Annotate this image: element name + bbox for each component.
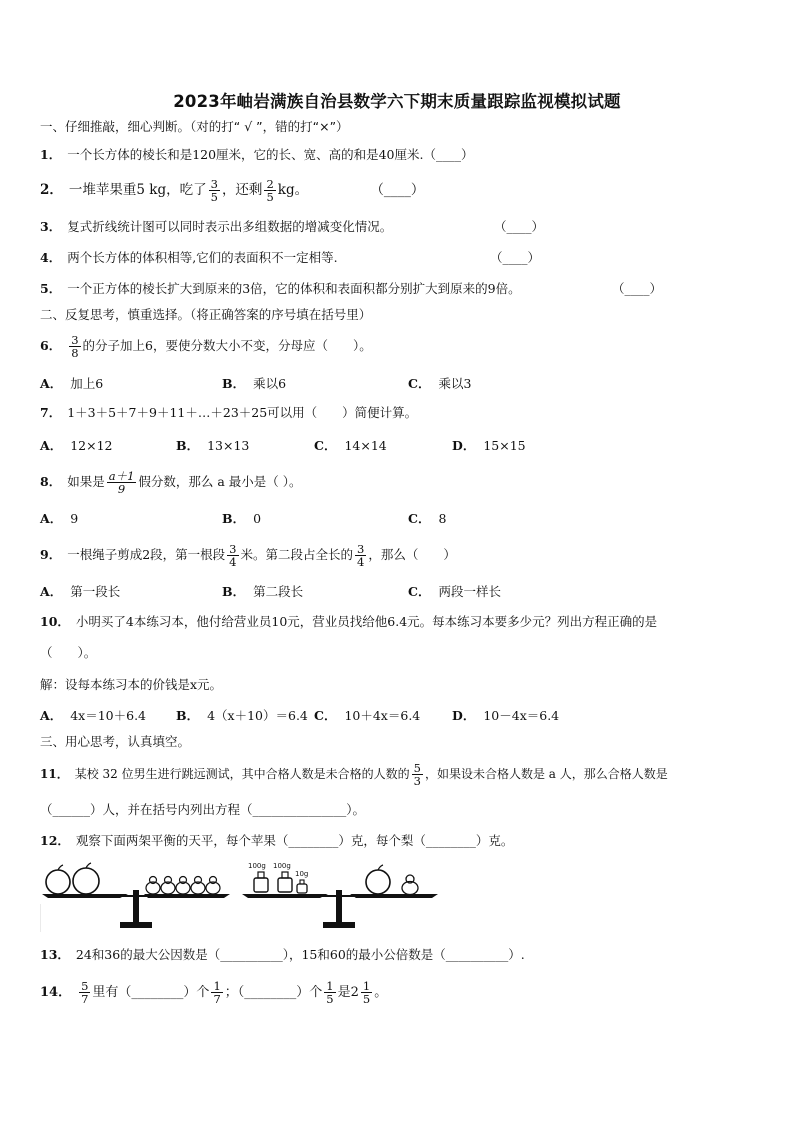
question-number: 3．: [40, 219, 62, 234]
question-8: [40, 470, 302, 495]
pear-icon: [146, 877, 160, 895]
question-text: ；（________）个: [224, 985, 323, 1000]
weight-label: 10g: [295, 870, 309, 878]
question-text: 一堆苹果重5 kg，吃了: [68, 182, 207, 198]
question-text: kg。: [277, 182, 309, 198]
question-text: 一根绳子剪成2段，第一根段: [67, 547, 226, 562]
fraction: $\frac{3}{4}$: [357, 542, 365, 569]
option-a[interactable]: A． 加上6: [40, 376, 104, 391]
question-1: [40, 146, 473, 164]
weight-label: 100g: [248, 862, 266, 870]
pear-icon: [402, 875, 418, 895]
question-number: 14．: [40, 985, 72, 1000]
fraction: $\frac{1}{5}$: [362, 979, 371, 1006]
question-number: 9．: [40, 547, 62, 562]
question-text: 是2: [337, 985, 359, 1000]
answer-blank[interactable]: （____）: [612, 281, 663, 296]
fraction: $\frac{3}{4}$: [229, 542, 237, 569]
question-number: 6．: [40, 338, 62, 353]
question-text: 。: [374, 985, 388, 1000]
weight-label: 100g: [273, 862, 291, 870]
question-number: 11．: [40, 767, 69, 781]
fraction: $\frac{2}{5}$: [266, 177, 274, 204]
option-b[interactable]: B． 乘以6: [222, 376, 287, 391]
apple-icon: [366, 865, 390, 894]
fraction: $\frac{3}{8}$: [71, 333, 79, 360]
apple-icon: [73, 863, 99, 894]
question-number: 4．: [40, 250, 62, 265]
fraction: $\frac{1}{5}$: [326, 979, 334, 1006]
balance-scale-1-image: [40, 860, 232, 932]
pear-icon: [206, 877, 220, 895]
question-7: [40, 404, 417, 422]
option-a[interactable]: A． 12×12: [40, 438, 113, 453]
option-c[interactable]: C． 8: [408, 511, 447, 526]
weight-icon: [297, 880, 307, 893]
option-b[interactable]: B． 0: [222, 511, 262, 526]
question-14: [40, 980, 387, 1005]
answer-blank[interactable]: （____）: [494, 219, 545, 234]
fraction: $\frac{1}{7}$: [213, 979, 221, 1006]
question-10: [40, 613, 657, 631]
question-text: ，还剩: [221, 182, 263, 198]
question-number: 2．: [40, 182, 63, 198]
question-13: [40, 946, 525, 964]
question-12: [40, 832, 513, 850]
answer-blank[interactable]: （ ）。: [40, 645, 97, 660]
weight-icon: [278, 872, 292, 892]
option-c[interactable]: C． 两段一样长: [408, 584, 501, 599]
option-b[interactable]: B． 4（x＋10）＝6.4: [176, 708, 308, 723]
option-b[interactable]: B． 第二段长: [222, 584, 304, 599]
question-text: 米。第二段占全长的: [240, 547, 354, 562]
option-c[interactable]: C． 乘以3: [408, 376, 472, 391]
question-text: ，那么（ ）: [368, 547, 456, 562]
pear-icon: [161, 877, 175, 895]
question-text: 里有（________）个: [92, 985, 210, 1000]
option-b[interactable]: B． 13×13: [176, 438, 250, 453]
question-text: 一个正方体的棱长扩大到原来的3倍，它的体积和表面积都分别扩大到原来的9倍。: [67, 281, 521, 296]
page-title: 2023年岫岩满族自治县数学六下期末质量跟踪监视模拟试题: [173, 92, 621, 111]
option-d[interactable]: D． 15×15: [452, 438, 526, 453]
question-number: 12．: [40, 833, 70, 848]
question-4: [40, 249, 338, 267]
question-text: 两个长方体的体积相等,它们的表面积不一定相等.: [67, 250, 338, 265]
question-text: 观察下面两架平衡的天平，每个苹果（________）克，每个梨（________）克。: [75, 833, 514, 848]
solution-text: 解：设每本练习本的价钱是x元。: [40, 677, 223, 692]
section-1-heading: 一、仔细推敲，细心判断。（对的打“ √ ”，错的打“×”）: [40, 119, 349, 134]
fraction: $\frac{5}{3}$: [413, 761, 421, 788]
option-a[interactable]: A． 第一段长: [40, 584, 121, 599]
pear-icon: [191, 877, 205, 895]
question-11-line-2[interactable]: （______）人，并在括号内列出方程（_______________）。: [40, 802, 366, 817]
question-text: 某校 32 位男生进行跳远测试，其中合格人数是未合格的人数的: [74, 767, 410, 781]
weight-icon: [254, 872, 268, 892]
fraction: $\frac{5}{7}$: [81, 979, 89, 1006]
option-a[interactable]: A． 9: [40, 511, 79, 526]
question-text: 如果是: [67, 474, 105, 489]
question-5: [40, 280, 521, 298]
option-c[interactable]: C． 10＋4x＝6.4: [314, 708, 421, 723]
question-text: 小明买了4本练习本，他付给营业员10元，营业员找给他6.4元。每本练习本要多少元？列出方程正确的是: [75, 614, 658, 629]
pear-icon: [176, 877, 190, 895]
question-number: 5．: [40, 281, 62, 296]
answer-blank[interactable]: （____）: [490, 250, 541, 265]
question-text: 一个长方体的棱长和是120厘米，它的长、宽、高的和是40厘米.（____）: [67, 147, 474, 162]
option-c[interactable]: C． 14×14: [314, 438, 387, 453]
fraction: $\frac{3}{5}$: [210, 177, 218, 204]
question-text: 复式折线统计图可以同时表示出多组数据的增减变化情况。: [67, 219, 393, 234]
question-6: [40, 334, 372, 359]
question-number: 10．: [40, 614, 70, 629]
option-d[interactable]: D． 10－4x＝6.4: [452, 708, 560, 723]
question-11: [40, 762, 668, 787]
apple-icon: [46, 865, 70, 894]
question-text: 的分子加上6，要使分数大小不变，分母应（ ）。: [82, 338, 372, 353]
question-text: 假分数，那么 a 最小是（ ）。: [138, 474, 302, 489]
balance-scale-2-image: [240, 860, 440, 932]
question-number: 13．: [40, 947, 70, 962]
question-text: 1＋3＋5＋7＋9＋11＋…＋23＋25可以用（ ）简便计算。: [67, 405, 418, 420]
question-number: 8．: [40, 474, 62, 489]
fraction: $\frac{a+1}{9}$: [108, 469, 135, 496]
question-text: 24和36的最大公因数是（__________），15和60的最小公倍数是（__________）.: [75, 947, 525, 962]
option-a[interactable]: A． 4x＝10＋6.4: [40, 708, 146, 723]
question-number: 1．: [40, 147, 62, 162]
question-text: ，如果设未合格人数是 a 人，那么合格人数是: [424, 767, 668, 781]
question-9: [40, 543, 456, 568]
question-number: 7．: [40, 405, 62, 420]
question-2: [40, 178, 424, 203]
section-2-heading: 二、反复思考，慎重选择。（将正确答案的序号填在括号里）: [40, 307, 372, 322]
question-3: [40, 218, 392, 236]
answer-blank[interactable]: （____）: [370, 182, 425, 198]
section-3-heading: 三、用心思考，认真填空。: [40, 734, 191, 749]
